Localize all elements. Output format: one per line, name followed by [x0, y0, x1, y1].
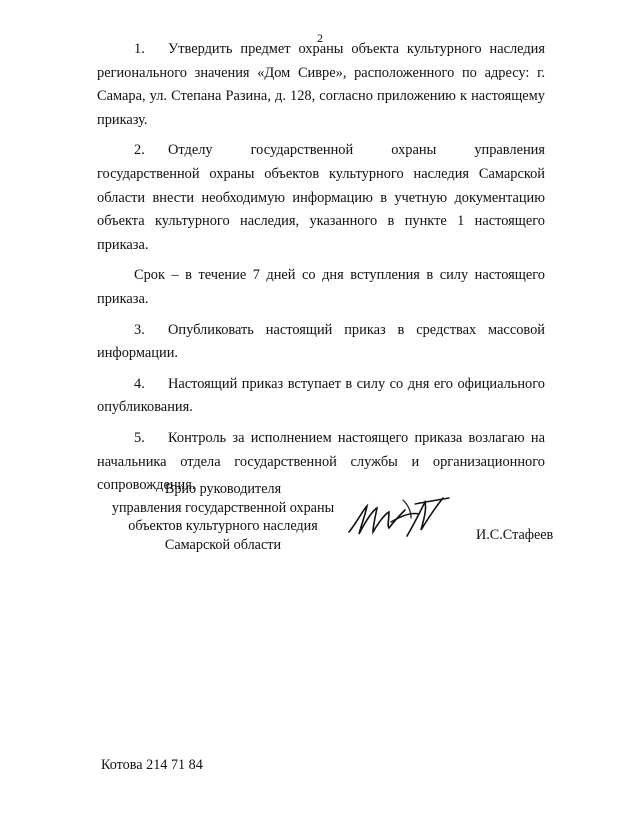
paragraph-text: Контроль за исполнением настоящего приказа возлагаю на начальника отдела государственной службы и организационного сопровождения.: [97, 429, 545, 494]
signatory-title: [80, 480, 366, 554]
page-number: 2: [317, 31, 323, 45]
paragraph-number: 1.: [134, 41, 145, 57]
paragraph-text: Отделу государственной охраны управления государственной охраны объектов культурного наследия Самарской области внести необходимую информацию в учетную документацию объекта культурного наследия, указанного в пункте 1 настоящего приказа.: [97, 142, 545, 253]
paragraph-text: Опубликовать настоящий приказ в средствах массовой информации.: [97, 321, 545, 362]
paragraph-text: Настоящий приказ вступает в силу со дня его официального опубликования.: [97, 375, 545, 416]
paragraph-3: [97, 319, 545, 366]
paragraph-number: 2.: [134, 142, 145, 159]
paragraph-2: [97, 139, 545, 257]
deadline-paragraph: [97, 264, 545, 311]
paragraph-text: Срок – в течение 7 дней со дня вступления в силу настоящего приказа.: [97, 267, 545, 307]
paragraph-1: [97, 38, 545, 132]
signatory-title-line: объектов культурного наследия: [128, 518, 318, 534]
document-body: [97, 38, 545, 505]
paragraph-number: 4.: [134, 375, 145, 392]
handwritten-signature: [345, 492, 455, 540]
paragraph-4: [97, 373, 545, 420]
paragraph-text: Утвердить предмет охраны объекта культурного наследия регионального значения «Дом Сивре», расположенного по адресу: г. Самара, ул. Степана Разина, д. 128, согласно приложению к настоящему приказу.: [97, 41, 545, 128]
signatory-title-line: Самарской области: [164, 536, 282, 553]
signatory-title-line: Врио руководителя: [164, 481, 282, 497]
paragraph-number: 5.: [134, 429, 145, 446]
executor-contact: Котова 214 71 84: [101, 757, 203, 773]
paragraph-number: 3.: [134, 321, 145, 338]
signatory-title-line: управления государственной охраны: [111, 499, 335, 516]
signatory-name: И.С.Стафеев: [476, 527, 554, 543]
